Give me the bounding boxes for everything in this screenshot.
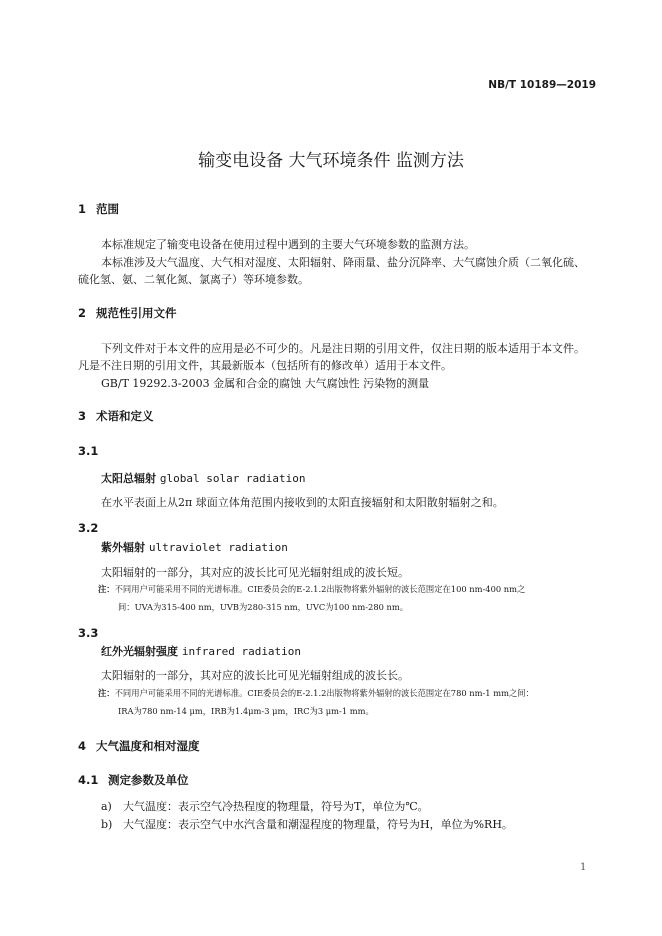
note — [98, 687, 534, 699]
term-title — [101, 539, 288, 555]
section-title: 术语和定义 — [96, 409, 154, 423]
note-text: 不同用户可能采用不同的光谱标准。CIE委员会的E-2.1.2出版物将紫外辐射的波长范围定在100 nm-400 nm之 — [114, 584, 526, 594]
list-item — [101, 798, 429, 814]
page-number: 1 — [580, 862, 587, 873]
paragraph: 下列文件对于本文件的应用是必不可少的。凡是注日期的引用文件，仅注日期的版本适用于本文件。 — [101, 342, 585, 355]
term-definition: 在水平表面上从2π 球面立体角范围内接收到的太阳直接辐射和太阳散射辐射之和。 — [101, 496, 504, 509]
note-continuation: 间：UVA为315-400 nm，UVB为280-315 nm，UVC为100 nm-280 nm。 — [118, 602, 409, 612]
term-number: 3.2 — [78, 521, 99, 535]
note-label: 注： — [98, 584, 115, 594]
list-text: 大气湿度：表示空气中水汽含量和潮湿程度的物理量，符号为H，单位为%RH。 — [123, 818, 513, 831]
paragraph-continuation: 硫化氢、氨、二氧化氮、氯离子）等环境参数。 — [78, 273, 309, 286]
term-title — [101, 643, 301, 659]
normative-reference: GB/T 19292.3-2003 金属和合金的腐蚀 大气腐蚀性 污染物的测量 — [101, 377, 430, 390]
term-definition: 太阳辐射的一部分，其对应的波长比可见光辐射组成的波长长。 — [101, 669, 409, 682]
paragraph: 本标准规定了输变电设备在使用过程中遇到的主要大气环境参数的监测方法。 — [101, 238, 475, 251]
standard-code: NB/T 10189—2019 — [488, 79, 596, 91]
subsection-title: 测定参数及单位 — [108, 773, 189, 787]
section-number: 3 — [78, 409, 87, 423]
term-definition: 太阳辐射的一部分，其对应的波长比可见光辐射组成的波长短。 — [101, 566, 409, 579]
list-text: 大气温度：表示空气冷热程度的物理量，符号为T，单位为℃。 — [123, 800, 429, 813]
note — [98, 583, 525, 595]
term-en: ultraviolet radiation — [148, 541, 288, 554]
document-title: 输变电设备 大气环境条件 监测方法 — [198, 151, 464, 171]
subsection-heading — [78, 772, 189, 788]
term-cn: 紫外辐射 — [101, 541, 145, 554]
term-cn: 红外光辐射强度 — [101, 645, 178, 658]
term-en: global solar radiation — [159, 472, 306, 485]
section-number: 1 — [78, 202, 87, 216]
term-en: infrared radiation — [181, 645, 302, 658]
paragraph-continuation: 凡是不注日期的引用文件，其最新版本（包括所有的修改单）适用于本文件。 — [78, 359, 452, 372]
list-item — [101, 816, 513, 832]
term-number: 3.1 — [78, 444, 99, 458]
section-3-heading — [78, 408, 154, 424]
list-marker: a) — [101, 800, 112, 813]
section-title: 规范性引用文件 — [96, 306, 177, 320]
list-marker: b) — [101, 818, 113, 831]
note-label: 注： — [98, 688, 115, 698]
term-cn: 太阳总辐射 — [101, 472, 156, 485]
term-number: 3.3 — [78, 626, 99, 640]
section-title: 范围 — [96, 202, 119, 216]
note-continuation: IRA为780 nm-14 μm，IRB为1.4μm-3 μm，IRC为3 μm-1 mm。 — [118, 706, 374, 716]
note-text: 不同用户可能采用不同的光谱标准。CIE委员会的E-2.1.2出版物将紫外辐射的波长范围定在780 nm-1 mm之间： — [114, 688, 534, 698]
section-4-heading — [78, 738, 200, 754]
section-2-heading — [78, 305, 177, 321]
section-title: 大气温度和相对湿度 — [96, 739, 200, 753]
subsection-number: 4.1 — [78, 773, 99, 787]
paragraph: 本标准涉及大气温度、大气相对湿度、太阳辐射、降雨量、盐分沉降率、大气腐蚀介质（二氧化硫、 — [101, 256, 585, 269]
section-number: 2 — [78, 306, 87, 320]
term-title — [101, 470, 306, 486]
section-number: 4 — [78, 739, 87, 753]
section-1-heading — [78, 201, 119, 217]
